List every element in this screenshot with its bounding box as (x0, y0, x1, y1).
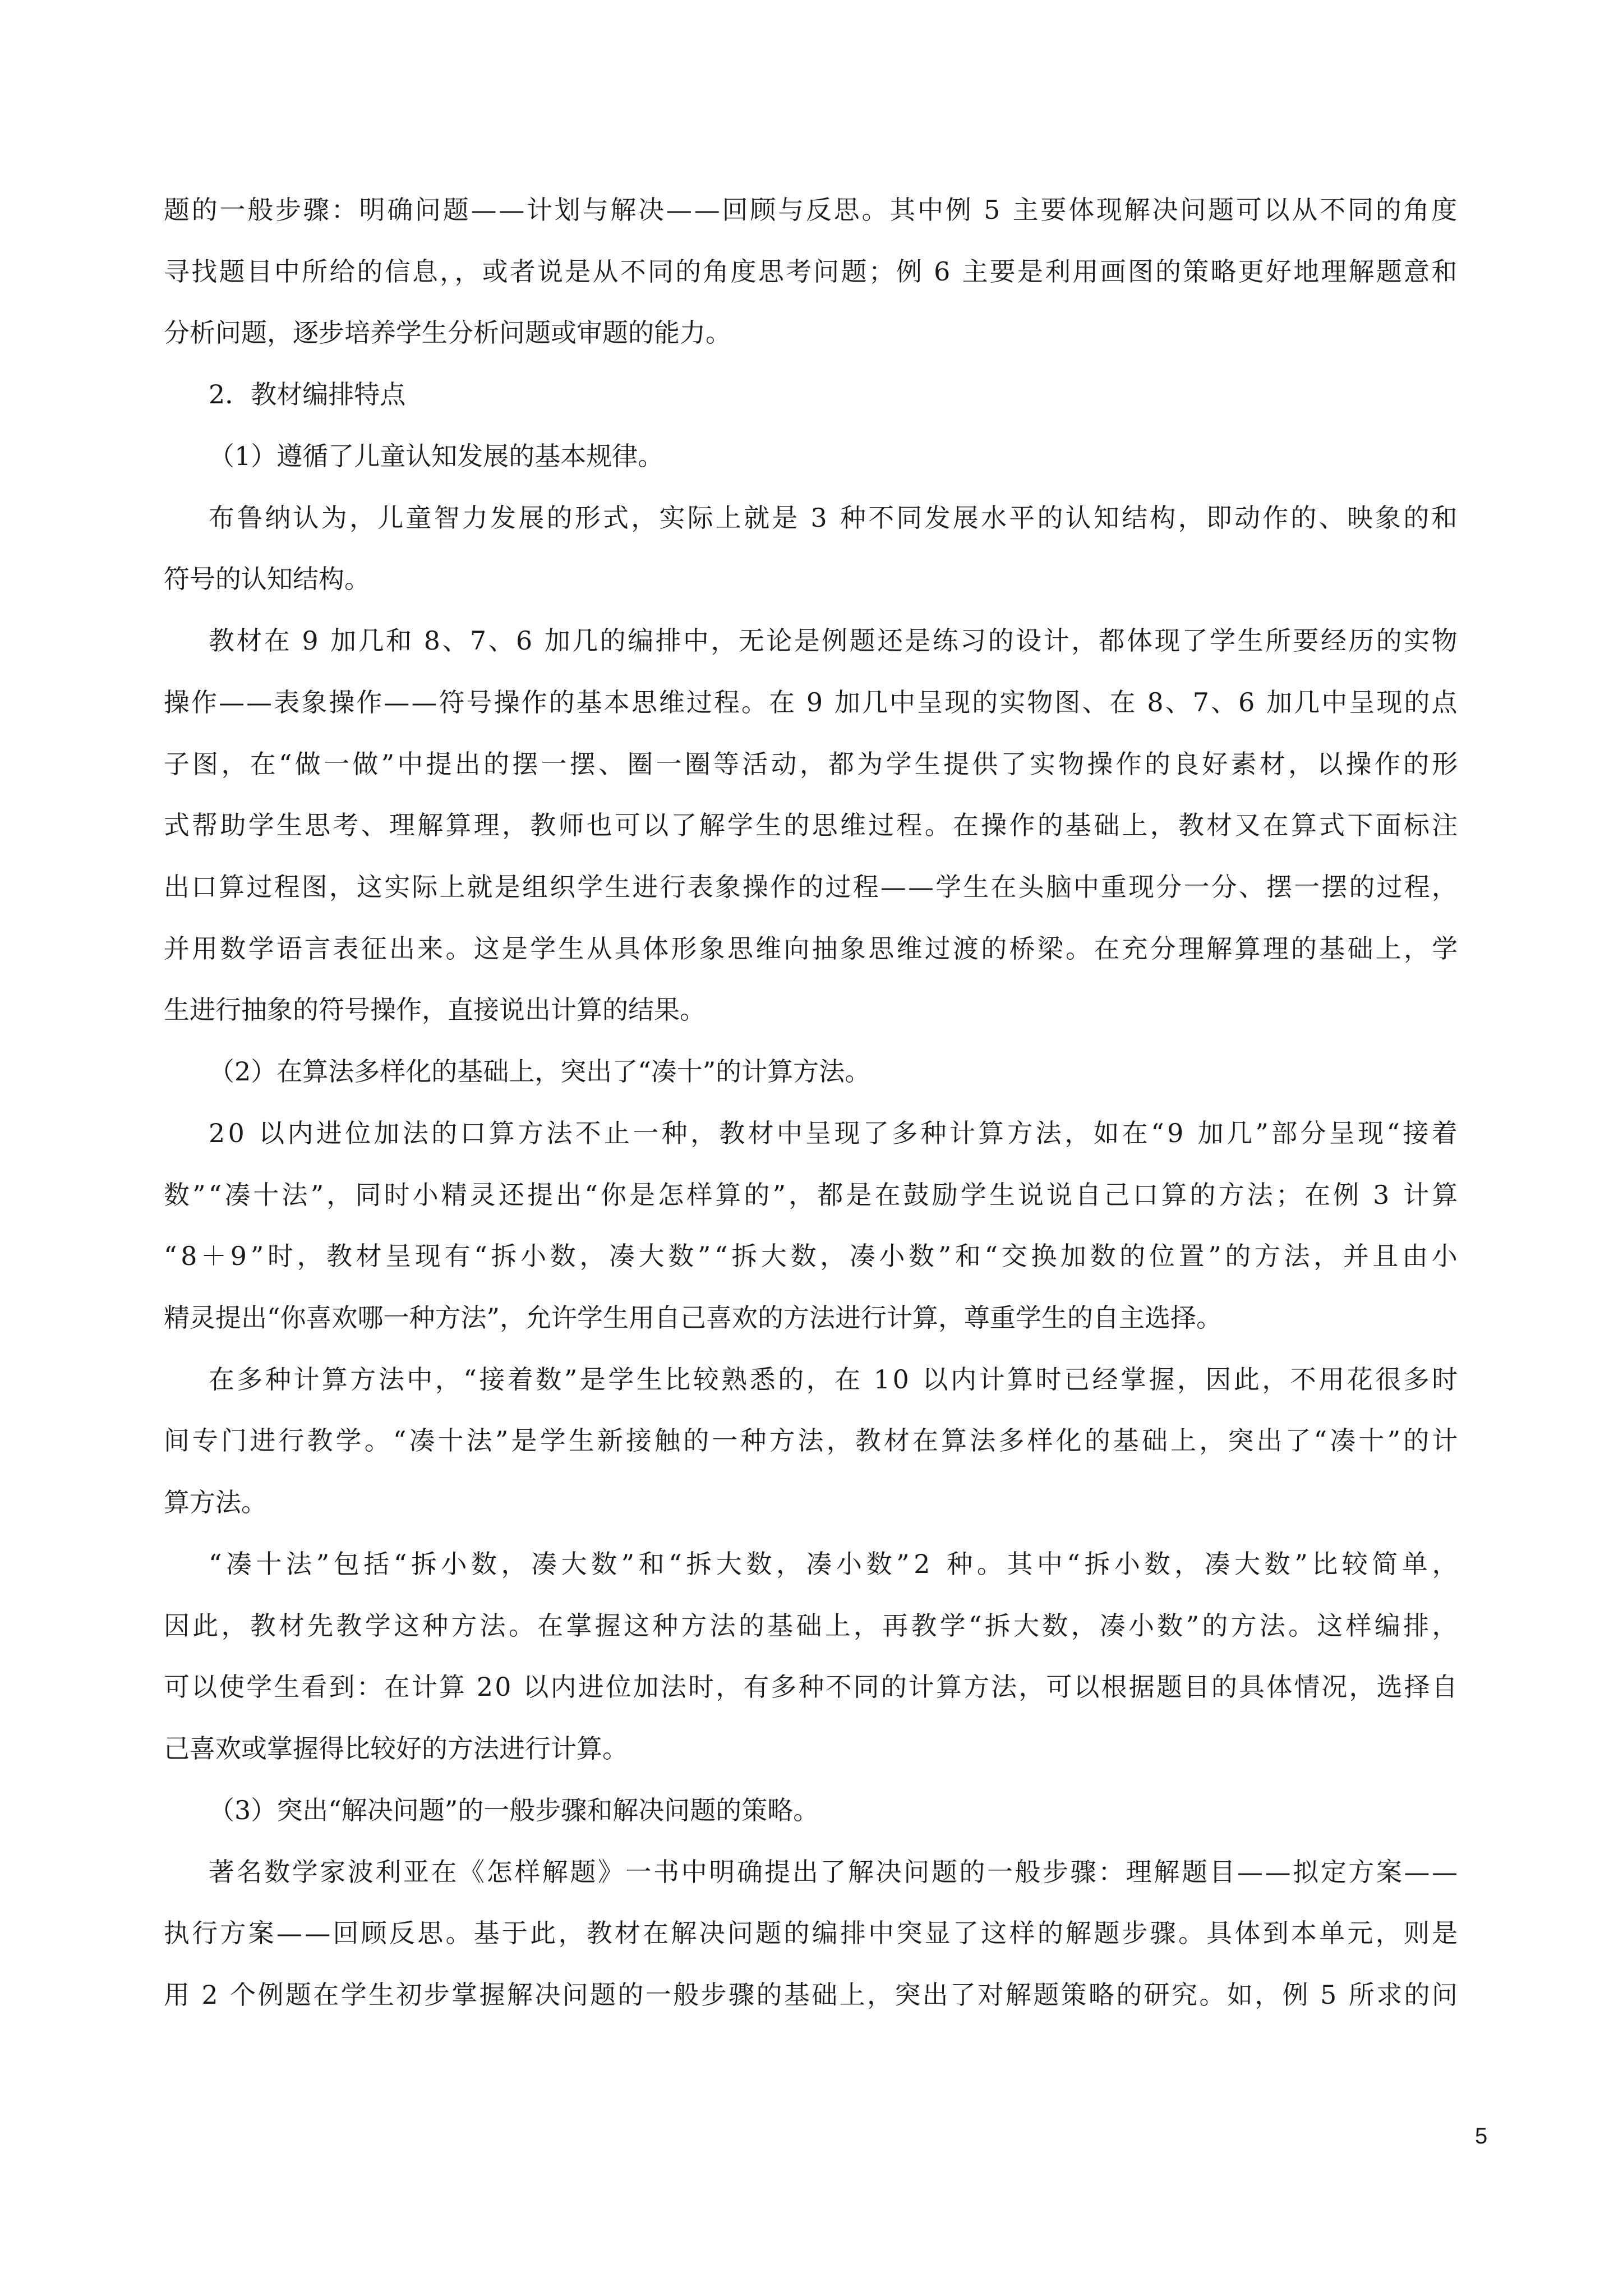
text-line: 寻找题目中所给的信息，，或者说是从不同的角度思考问题；例 6 主要是利用画图的策略更好地理解题意和 (164, 256, 1459, 287)
text-line: 执行方案——回顾反思。基于此，教材在解决问题的编排中突显了这样的解题步骤。具体到本单元，则是 (164, 1918, 1460, 1948)
text-line: 出口算过程图，这实际上就是组织学生进行表象操作的过程——学生在头脑中重现分一分、摆一摆的过程， (164, 872, 1460, 902)
text-line: 分析问题，逐步培养学生分析问题或审题的能力。 (164, 318, 731, 348)
text-line: 布鲁纳认为，儿童智力发展的形式，实际上就是 3 种不同发展水平的认知结构，即动作的、映象的和 (209, 503, 1460, 533)
text-line: 并用数学语言表征出来。这是学生从具体形象思维向抽象思维过渡的桥梁。在充分理解算理的基础上，学 (164, 933, 1460, 964)
text-line: 教材在 9 加几和 8、7、6 加几的编排中，无论是例题还是练习的设计，都体现了学生所要经历的实物 (209, 625, 1460, 656)
text-line: 因此，教材先教学这种方法。在掌握这种方法的基础上，再教学“拆大数，凑小数”的方法。这样编排， (164, 1611, 1461, 1641)
text-line: 子图，在“做一做”中提出的摆一摆、圈一圈等活动，都为学生提供了实物操作的良好素材，以操作的形 (164, 749, 1461, 779)
text-line: 生进行抽象的符号操作，直接说出计算的结果。 (164, 995, 706, 1025)
text-line: 著名数学家波利亚在《怎样解题》一书中明确提出了解决问题的一般步骤：理解题目——拟定方案—— (209, 1857, 1460, 1887)
text-line: 符号的认知结构。 (164, 564, 370, 594)
text-line: 算方法。 (164, 1487, 267, 1517)
text-line: “8＋9”时，教材呈现有“拆小数，凑大数”“拆大数，凑小数”和“交换加数的位置”的方法，并且由小 (164, 1241, 1461, 1271)
text-line: 题的一般步骤：明确问题——计划与解决——回顾与反思。其中例 5 主要体现解决问题可以从不同的角度 (164, 195, 1460, 225)
text-line: 数”“凑十法”，同时小精灵还提出“你是怎样算的”，都是在鼓励学生说说自己口算的方法；在例 3 计算 (164, 1180, 1461, 1210)
text-line: （2）在算法多样化的基础上，突出了“凑十”的计算方法。 (209, 1056, 871, 1087)
text-line: （3）突出“解决问题”的一般步骤和解决问题的策略。 (209, 1795, 819, 1825)
page-number: 5 (1475, 2124, 1488, 2148)
text-line: 用 2 个例题在学生初步掌握解决问题的一般步骤的基础上，突出了对解题策略的研究。如，例 5 所求的问 (164, 1980, 1460, 2010)
text-line: 在多种计算方法中，“接着数”是学生比较熟悉的，在 10 以内计算时已经掌握，因此，不用花很多时 (209, 1364, 1460, 1395)
text-line: 20 以内进位加法的口算方法不止一种，教材中呈现了多种计算方法，如在“9 加几”部分呈现“接着 (209, 1118, 1461, 1148)
text-line: 2．教材编排特点 (209, 379, 406, 409)
text-line: （1）遵循了儿童认知发展的基本规律。 (209, 441, 664, 471)
text-line: 式帮助学生思考、理解算理，教师也可以了解学生的思维过程。在操作的基础上，教材又在算式下面标注 (164, 810, 1460, 840)
text-line: 精灵提出“你喜欢哪一种方法”，允许学生用自己喜欢的方法进行计算，尊重学生的自主选择。 (164, 1303, 1223, 1333)
text-line: 操作——表象操作——符号操作的基本思维过程。在 9 加几中呈现的实物图、在 8、7、6 加几中呈现的点 (164, 687, 1459, 717)
text-line: 间专门进行教学。“凑十法”是学生新接触的一种方法，教材在算法多样化的基础上，突出了“凑十”的计 (164, 1425, 1461, 1456)
text-line: “凑十法”包括“拆小数，凑大数”和“拆大数，凑小数”2 种。其中“拆小数，凑大数”比较简单， (209, 1549, 1462, 1579)
text-line: 己喜欢或掌握得比较好的方法进行计算。 (164, 1733, 628, 1764)
text-line: 可以使学生看到：在计算 20 以内进位加法时，有多种不同的计算方法，可以根据题目的具体情况，选择自 (164, 1672, 1459, 1702)
